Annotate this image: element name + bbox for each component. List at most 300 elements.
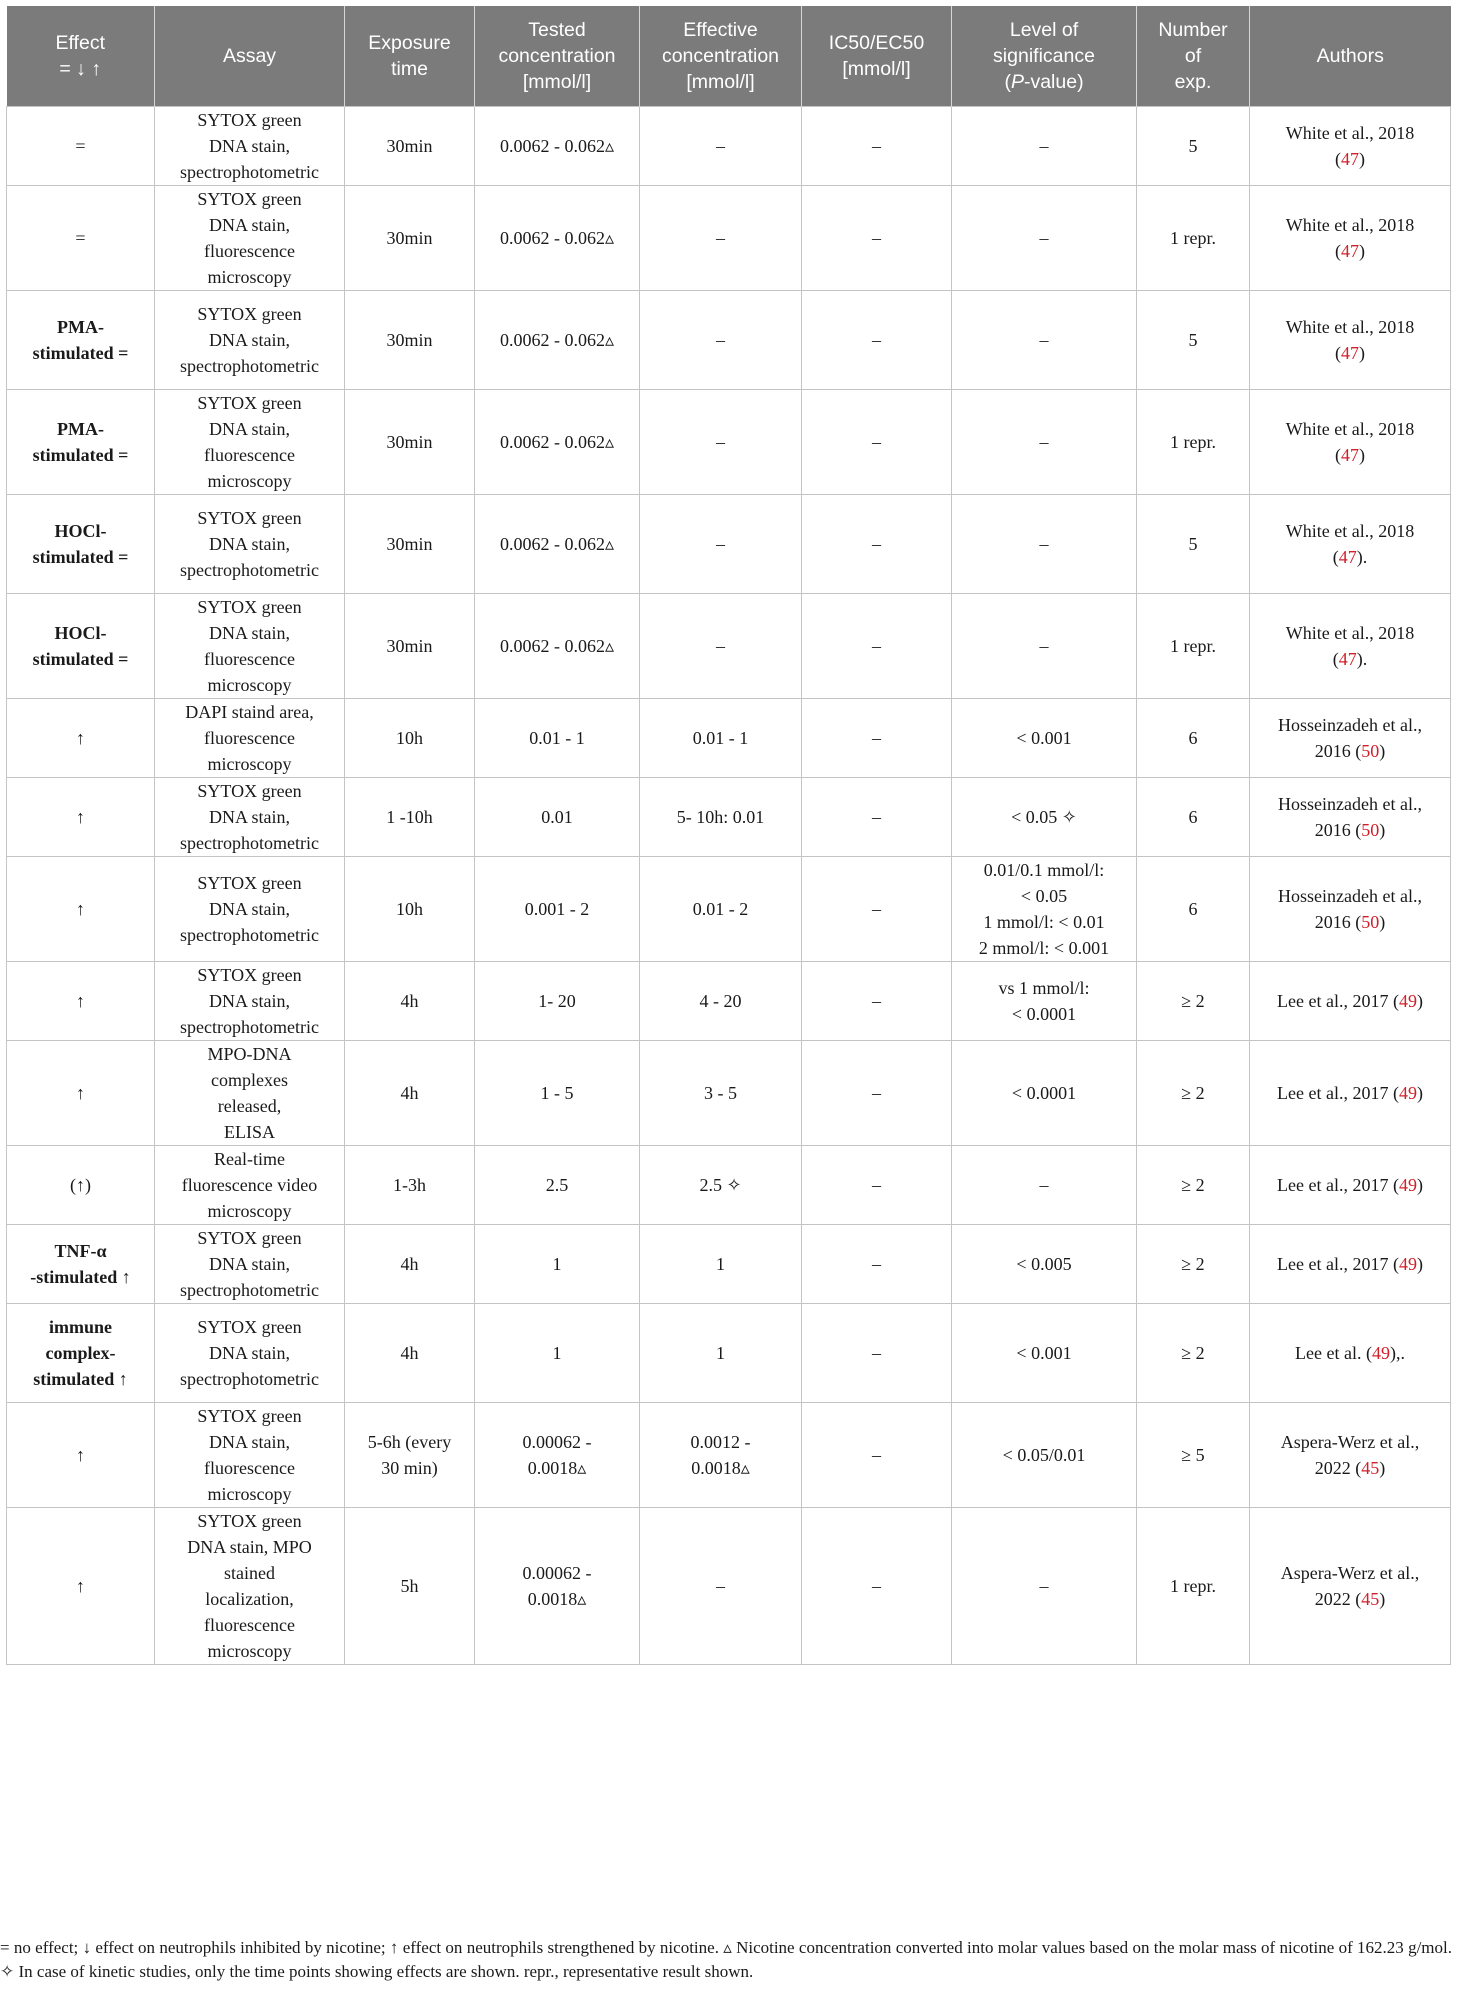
- authors-text: 2022 (: [1314, 1589, 1362, 1609]
- significance-cell: [952, 778, 1137, 857]
- significance-cell: [952, 1146, 1137, 1225]
- assay-cell-line: SYTOX green: [197, 1228, 302, 1248]
- ic50-cell: –: [802, 1403, 952, 1508]
- significance-cell: [952, 857, 1137, 962]
- effect-cell-line: ↑: [76, 1083, 85, 1103]
- tested-concentration-cell-line: 0.01: [541, 807, 573, 827]
- assay-cell-line: DNA stain,: [209, 136, 290, 156]
- header-line: Effect: [55, 32, 105, 54]
- effective-concentration-cell: [640, 1304, 802, 1403]
- significance-cell: [952, 390, 1137, 495]
- assay-cell-line: DNA stain,: [209, 1432, 290, 1452]
- ic50-cell: –: [802, 594, 952, 699]
- assay-cell-line: SYTOX green: [197, 1317, 302, 1337]
- assay-cell-line: DNA stain, MPO: [187, 1537, 312, 1557]
- significance-cell-line: < 0.05 ✧: [1011, 807, 1077, 827]
- reference-link[interactable]: 47: [1338, 649, 1357, 669]
- significance-cell-line: –: [1039, 136, 1049, 156]
- exposure-time-cell-line: 5h: [400, 1576, 419, 1596]
- authors-text: 2016 (: [1314, 912, 1362, 932]
- effect-cell: [7, 1041, 155, 1146]
- effect-cell: [7, 186, 155, 291]
- authors-text-end: ),.: [1389, 1343, 1405, 1363]
- significance-cell-line: 0.01/0.1 mmol/l:: [983, 860, 1105, 880]
- table-row: [7, 962, 1451, 1041]
- assay-cell-line: fluorescence: [204, 1615, 295, 1635]
- tested-concentration-cell-line: 1: [552, 1254, 562, 1274]
- significance-cell: [952, 186, 1137, 291]
- authors-cell: [1250, 495, 1451, 594]
- reference-link[interactable]: 45: [1361, 1458, 1380, 1478]
- assay-cell: [155, 594, 345, 699]
- table-row: [7, 1146, 1451, 1225]
- ic50-cell: –: [802, 1041, 952, 1146]
- tested-concentration-cell-line: 0.0018▵: [527, 1458, 587, 1478]
- exposure-time-cell: [345, 594, 475, 699]
- assay-cell-line: DNA stain,: [209, 534, 290, 554]
- assay-cell-line: microscopy: [207, 1641, 292, 1661]
- significance-cell: [952, 1304, 1137, 1403]
- reference-link[interactable]: 49: [1371, 1343, 1390, 1363]
- assay-cell: [155, 107, 345, 186]
- header-line: time: [391, 58, 428, 80]
- assay-cell-line: spectrophotometric: [180, 560, 319, 580]
- authors-cell: [1250, 778, 1451, 857]
- reference-link[interactable]: 49: [1398, 1083, 1417, 1103]
- authors-line: [1254, 883, 1446, 909]
- header-line: exp.: [1174, 71, 1212, 93]
- effective-concentration-cell: [640, 1146, 802, 1225]
- authors-text: 2016 (: [1314, 741, 1362, 761]
- exposure-time-cell: [345, 291, 475, 390]
- effect-cell: [7, 107, 155, 186]
- effective-concentration-cell: [640, 1403, 802, 1508]
- tested-concentration-cell-line: 0.0062 - 0.062▵: [499, 136, 615, 156]
- authors-text: White et al., 2018: [1285, 419, 1415, 439]
- effective-concentration-cell: [640, 1508, 802, 1665]
- authors-text: Hosseinzadeh et al.,: [1278, 794, 1422, 814]
- authors-line: [1254, 212, 1446, 238]
- effective-concentration-cell-line: 0.01 - 1: [692, 728, 749, 748]
- authors-text-end: ): [1379, 912, 1386, 932]
- tested-concentration-cell-line: 1 - 5: [540, 1083, 574, 1103]
- authors-line: [1254, 791, 1446, 817]
- significance-cell-line: –: [1039, 432, 1049, 452]
- header-line: [mmol/l]: [842, 58, 911, 80]
- authors-line: [1254, 1080, 1446, 1106]
- assay-cell-line: spectrophotometric: [180, 925, 319, 945]
- effect-cell: [7, 1225, 155, 1304]
- header-line: Tested: [528, 19, 586, 41]
- authors-line: [1254, 314, 1446, 340]
- tested-concentration-cell: [475, 778, 640, 857]
- authors-text: White et al., 2018: [1285, 317, 1415, 337]
- assay-cell-line: SYTOX green: [197, 965, 302, 985]
- authors-text-end: ): [1416, 1083, 1423, 1103]
- assay-cell-line: SYTOX green: [197, 597, 302, 617]
- table-row: [7, 107, 1451, 186]
- table-row: [7, 1041, 1451, 1146]
- assay-cell-line: complexes: [211, 1070, 288, 1090]
- assay-cell: [155, 1146, 345, 1225]
- effect-cell-line: complex-: [45, 1343, 116, 1363]
- authors-line: [1254, 518, 1446, 544]
- effective-concentration-cell-line: 0.0018▵: [691, 1458, 750, 1478]
- authors-cell: [1250, 962, 1451, 1041]
- exposure-time-cell-line: 1-3h: [393, 1175, 426, 1195]
- tested-concentration-cell: [475, 390, 640, 495]
- significance-cell: [952, 107, 1137, 186]
- number-of-exp-cell: 1 repr.: [1137, 1508, 1250, 1665]
- assay-cell: [155, 778, 345, 857]
- tested-concentration-cell-line: 0.0062 - 0.062▵: [499, 534, 615, 554]
- assay-cell: [155, 291, 345, 390]
- number-of-exp-cell: ≥ 2: [1137, 1041, 1250, 1146]
- ic50-cell: –: [802, 186, 952, 291]
- assay-cell-line: spectrophotometric: [180, 833, 319, 853]
- reference-link[interactable]: 47: [1341, 241, 1359, 261]
- significance-cell: [952, 962, 1137, 1041]
- reference-link[interactable]: 49: [1398, 991, 1417, 1011]
- authors-line: [1254, 646, 1446, 672]
- header-line: Exposure: [368, 32, 451, 54]
- ic50-cell: –: [802, 699, 952, 778]
- effective-concentration-cell: [640, 962, 802, 1041]
- exposure-time-cell-line: 4h: [400, 991, 419, 1011]
- effect-cell-line: stimulated =: [32, 547, 129, 567]
- effective-concentration-cell: [640, 594, 802, 699]
- number-of-exp-cell: ≥ 2: [1137, 1146, 1250, 1225]
- table-row: [7, 1508, 1451, 1665]
- assay-cell: [155, 1225, 345, 1304]
- authors-text-end: ): [1379, 1589, 1386, 1609]
- assay-cell-line: SYTOX green: [197, 304, 302, 324]
- authors-cell: [1250, 1508, 1451, 1665]
- ic50-cell: –: [802, 1508, 952, 1665]
- effect-cell: [7, 1304, 155, 1403]
- assay-cell-line: SYTOX green: [197, 393, 302, 413]
- exposure-time-cell-line: 10h: [396, 728, 423, 748]
- reference-link[interactable]: 47: [1338, 547, 1357, 567]
- effect-cell-line: HOCl-: [54, 521, 107, 541]
- number-of-exp-cell: 6: [1137, 778, 1250, 857]
- assay-cell-line: DNA stain,: [209, 330, 290, 350]
- number-of-exp-cell: 6: [1137, 699, 1250, 778]
- table-row: [7, 495, 1451, 594]
- effective-concentration-cell-line: 1: [716, 1343, 725, 1363]
- effect-cell: [7, 594, 155, 699]
- authors-text: (: [1335, 343, 1341, 363]
- effective-concentration-cell: [640, 1225, 802, 1304]
- header-line: Effective: [683, 19, 758, 41]
- table-row: [7, 857, 1451, 962]
- reference-link[interactable]: 50: [1361, 820, 1380, 840]
- assay-cell-line: DNA stain,: [209, 899, 290, 919]
- authors-cell: [1250, 1225, 1451, 1304]
- exposure-time-cell: [345, 1146, 475, 1225]
- effect-cell-line: TNF-α: [54, 1241, 107, 1261]
- authors-line: [1254, 817, 1446, 843]
- header-line: = ↓ ↑: [59, 58, 102, 80]
- assay-cell-line: microscopy: [207, 471, 292, 491]
- ic50-cell: –: [802, 390, 952, 495]
- header-effective-concentration: [640, 6, 802, 107]
- effect-cell-line: ↑: [76, 1445, 85, 1465]
- assay-cell-line: localization,: [205, 1589, 294, 1609]
- authors-text: 2022 (: [1314, 1458, 1362, 1478]
- header-line: significance: [993, 45, 1095, 67]
- significance-cell: [952, 291, 1137, 390]
- significance-cell-line: –: [1039, 228, 1049, 248]
- authors-line: [1254, 1251, 1446, 1277]
- tested-concentration-cell-line: 0.0018▵: [527, 1589, 587, 1609]
- authors-text-end: ).: [1356, 649, 1368, 669]
- exposure-time-cell-line: 30min: [386, 534, 433, 554]
- assay-cell-line: DNA stain,: [209, 215, 290, 235]
- effective-concentration-cell-line: 0.01 - 2: [692, 899, 749, 919]
- exposure-time-cell: [345, 857, 475, 962]
- header-line: [mmol/l]: [522, 71, 592, 93]
- tested-concentration-cell: [475, 186, 640, 291]
- assay-cell-line: spectrophotometric: [180, 162, 319, 182]
- tested-concentration-cell-line: 1- 20: [538, 991, 576, 1011]
- header-tested-concentration: [475, 6, 640, 107]
- assay-cell-line: fluorescence: [204, 241, 295, 261]
- authors-text-end: ).: [1356, 547, 1368, 567]
- exposure-time-cell: [345, 1304, 475, 1403]
- significance-cell-line: –: [1039, 1576, 1049, 1596]
- effective-concentration-cell-line: –: [716, 534, 725, 554]
- significance-cell-line: < 0.05: [1020, 886, 1068, 906]
- assay-cell: [155, 962, 345, 1041]
- table-row: [7, 186, 1451, 291]
- authors-line: [1254, 1172, 1446, 1198]
- authors-text-end: ): [1379, 741, 1386, 761]
- authors-cell: [1250, 594, 1451, 699]
- effect-cell-line: (↑): [70, 1175, 91, 1195]
- table-row: [7, 1403, 1451, 1508]
- effect-cell: [7, 495, 155, 594]
- assay-cell-line: spectrophotometric: [180, 1369, 319, 1389]
- assay-cell-line: fluorescence: [204, 445, 295, 465]
- authors-line: [1254, 544, 1446, 570]
- assay-cell-line: fluorescence: [204, 649, 295, 669]
- number-of-exp-cell: 1 repr.: [1137, 186, 1250, 291]
- authors-cell: [1250, 291, 1451, 390]
- authors-text: White et al., 2018: [1285, 123, 1415, 143]
- exposure-time-cell: [345, 186, 475, 291]
- reference-link[interactable]: 49: [1398, 1254, 1417, 1274]
- authors-line: [1254, 120, 1446, 146]
- authors-text-end: ): [1416, 1175, 1423, 1195]
- reference-link[interactable]: 47: [1341, 445, 1359, 465]
- ic50-cell: –: [802, 1225, 952, 1304]
- effective-concentration-cell-line: 3 - 5: [704, 1083, 737, 1103]
- authors-text: (: [1335, 445, 1341, 465]
- assay-cell-line: MPO-DNA: [207, 1044, 292, 1064]
- effective-concentration-cell-line: 1: [716, 1254, 725, 1274]
- table-container: [6, 6, 1450, 1665]
- authors-line: [1254, 1340, 1446, 1366]
- authors-text: Hosseinzadeh et al.,: [1278, 715, 1422, 735]
- authors-text-end: ): [1359, 149, 1365, 169]
- significance-cell: [952, 699, 1137, 778]
- nicotine-net-table: [6, 6, 1451, 1665]
- assay-cell-line: spectrophotometric: [180, 1280, 319, 1300]
- header-line: Level of: [1009, 19, 1079, 41]
- assay-cell: [155, 857, 345, 962]
- ic50-cell: –: [802, 107, 952, 186]
- effect-cell: [7, 1508, 155, 1665]
- authors-cell: [1250, 1146, 1451, 1225]
- assay-cell-line: SYTOX green: [197, 873, 302, 893]
- exposure-time-cell: [345, 1225, 475, 1304]
- header-row: [7, 6, 1451, 107]
- assay-cell-line: Real-time: [214, 1149, 285, 1169]
- significance-cell: [952, 1508, 1137, 1665]
- exposure-time-cell: [345, 390, 475, 495]
- authors-text: (: [1335, 149, 1341, 169]
- number-of-exp-cell: 5: [1137, 291, 1250, 390]
- authors-line: [1254, 416, 1446, 442]
- number-of-exp-cell: ≥ 2: [1137, 1225, 1250, 1304]
- reference-link[interactable]: 50: [1361, 741, 1380, 761]
- number-of-exp-cell: 5: [1137, 495, 1250, 594]
- authors-text-end: ): [1359, 445, 1365, 465]
- exposure-time-cell: [345, 1403, 475, 1508]
- effect-cell: [7, 699, 155, 778]
- tested-concentration-cell: [475, 1304, 640, 1403]
- significance-cell-line: –: [1039, 1175, 1049, 1195]
- effective-concentration-cell-line: –: [716, 228, 725, 248]
- ic50-cell: –: [802, 291, 952, 390]
- table-row: [7, 778, 1451, 857]
- authors-text-end: ): [1416, 1254, 1423, 1274]
- significance-cell: [952, 1403, 1137, 1508]
- exposure-time-cell-line: 10h: [396, 899, 423, 919]
- header-line: IC50/EC50: [828, 32, 925, 54]
- tested-concentration-cell-line: 0.0062 - 0.062▵: [499, 228, 615, 248]
- authors-line: [1254, 988, 1446, 1014]
- reference-link[interactable]: 47: [1341, 149, 1359, 169]
- significance-cell: [952, 1225, 1137, 1304]
- authors-text: Hosseinzadeh et al.,: [1278, 886, 1422, 906]
- effect-cell-line: stimulated ↑: [33, 1369, 128, 1389]
- authors-cell: [1250, 186, 1451, 291]
- significance-cell-line: < 0.0001: [1011, 1083, 1077, 1103]
- authors-text: Lee et al., 2017 (: [1277, 1254, 1399, 1274]
- authors-cell: [1250, 1041, 1451, 1146]
- authors-line: [1254, 238, 1446, 264]
- assay-cell-line: microscopy: [207, 1201, 292, 1221]
- reference-link[interactable]: 45: [1361, 1589, 1380, 1609]
- effect-cell: [7, 962, 155, 1041]
- header-line: concentration: [661, 45, 780, 67]
- assay-cell-line: microscopy: [207, 1484, 292, 1504]
- effective-concentration-cell-line: 4 - 20: [699, 991, 742, 1011]
- significance-cell-line: 2 mmol/l: < 0.001: [978, 938, 1110, 958]
- effective-concentration-cell-line: 2.5 ✧: [699, 1175, 742, 1195]
- exposure-time-cell: [345, 107, 475, 186]
- effective-concentration-cell-line: 5- 10h: 0.01: [676, 807, 765, 827]
- assay-cell-line: DNA stain,: [209, 807, 290, 827]
- exposure-time-cell: [345, 1041, 475, 1146]
- exposure-time-cell: [345, 699, 475, 778]
- effect-cell-line: ↑: [76, 807, 85, 827]
- authors-text: Lee et al., 2017 (: [1277, 1083, 1399, 1103]
- ic50-cell: –: [802, 495, 952, 594]
- tested-concentration-cell: [475, 1041, 640, 1146]
- assay-cell: [155, 1041, 345, 1146]
- header-authors: [1250, 6, 1451, 107]
- assay-cell: [155, 1403, 345, 1508]
- assay-cell-line: spectrophotometric: [180, 356, 319, 376]
- reference-link[interactable]: 47: [1341, 343, 1359, 363]
- assay-cell-line: DNA stain,: [209, 1343, 290, 1363]
- authors-cell: [1250, 107, 1451, 186]
- number-of-exp-cell: 5: [1137, 107, 1250, 186]
- tested-concentration-cell: [475, 699, 640, 778]
- authors-cell: [1250, 390, 1451, 495]
- exposure-time-cell-line: 30min: [386, 330, 433, 350]
- effective-concentration-cell-line: 0.0012 -: [690, 1432, 751, 1452]
- authors-cell: [1250, 1304, 1451, 1403]
- effect-cell: [7, 1146, 155, 1225]
- reference-link[interactable]: 50: [1361, 912, 1380, 932]
- effect-cell-line: HOCl-: [54, 623, 107, 643]
- authors-text: Lee et al., 2017 (: [1277, 991, 1399, 1011]
- assay-cell-line: released,: [217, 1096, 282, 1116]
- table-row: [7, 390, 1451, 495]
- authors-text: White et al., 2018: [1285, 215, 1415, 235]
- effective-concentration-cell: [640, 107, 802, 186]
- table-row: [7, 1304, 1451, 1403]
- effective-concentration-cell: [640, 291, 802, 390]
- effect-cell-line: ↑: [76, 728, 85, 748]
- authors-line: [1254, 738, 1446, 764]
- effective-concentration-cell: [640, 390, 802, 495]
- authors-text: White et al., 2018: [1285, 521, 1415, 541]
- assay-cell-line: microscopy: [207, 675, 292, 695]
- effective-concentration-cell-line: –: [716, 1576, 725, 1596]
- assay-cell-line: microscopy: [207, 754, 292, 774]
- tested-concentration-cell-line: 2.5: [545, 1175, 569, 1195]
- authors-line: [1254, 442, 1446, 468]
- reference-link[interactable]: 49: [1398, 1175, 1417, 1195]
- effect-cell-line: ↑: [76, 991, 85, 1011]
- effect-cell-line: PMA-: [57, 419, 104, 439]
- number-of-exp-cell: 1 repr.: [1137, 390, 1250, 495]
- tested-concentration-cell-line: 0.00062 -: [522, 1432, 592, 1452]
- effective-concentration-cell-line: –: [716, 636, 725, 656]
- authors-cell: [1250, 857, 1451, 962]
- tested-concentration-cell: [475, 1225, 640, 1304]
- number-of-exp-cell: 1 repr.: [1137, 594, 1250, 699]
- number-of-exp-cell: ≥ 5: [1137, 1403, 1250, 1508]
- effective-concentration-cell: [640, 1041, 802, 1146]
- effect-cell: [7, 390, 155, 495]
- assay-cell-line: SYTOX green: [197, 508, 302, 528]
- authors-text: White et al., 2018: [1285, 623, 1415, 643]
- effect-cell-line: -stimulated ↑: [30, 1267, 131, 1287]
- table-row: [7, 291, 1451, 390]
- tested-concentration-cell-line: 0.00062 -: [522, 1563, 592, 1583]
- exposure-time-cell-line: 30 min): [381, 1458, 438, 1478]
- tested-concentration-cell-line: 0.0062 - 0.062▵: [499, 432, 615, 452]
- assay-cell: [155, 495, 345, 594]
- authors-cell: [1250, 699, 1451, 778]
- assay-cell-line: SYTOX green: [197, 781, 302, 801]
